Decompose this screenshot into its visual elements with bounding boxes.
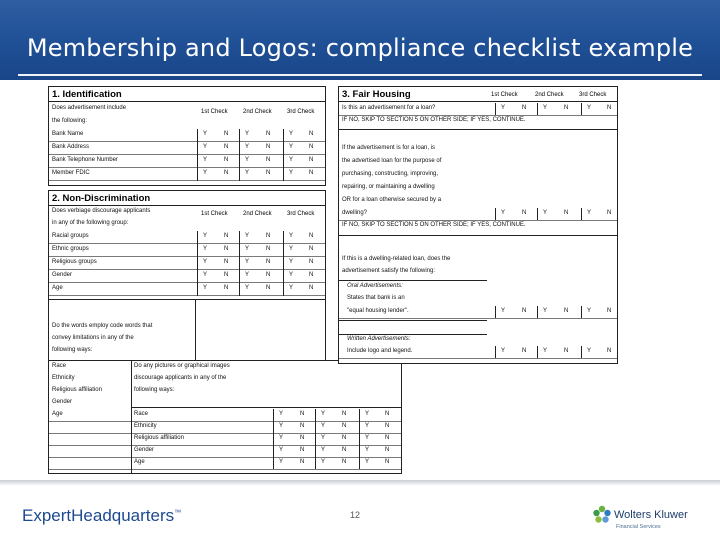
nd-yn-grid-cell: Y [245,285,250,291]
slide-title: Membership and Logos: compliance checklist example [26,34,694,62]
nd-images-yn-grid-cell: N [300,459,305,465]
id-row-bank-address: Bank Address [52,144,90,150]
nd-yn-grid-cell: Y [245,272,250,278]
identification-yn-grid-cell: N [309,170,314,176]
nd-images-yn-grid-cell: Y [321,459,326,465]
fair-housing-section [338,86,618,364]
identification-yn-grid-cell: Y [203,131,208,137]
nd-row-ethnic: Ethnic groups [52,246,89,252]
nd-images-yn-grid-cell: N [342,423,347,429]
checklist-document [48,80,618,480]
fh-q1: Is this an advertisement for a loan? [342,105,436,111]
fh-q1-note: IF NO, SKIP TO SECTION 5 ON OTHER SIDE; IF YES, CONTINUE. [342,117,526,123]
nd-yn-grid-cell: N [309,233,314,239]
nd-images-yn-grid-cell: N [342,411,347,417]
fh-q2-line-5: OR for a loan otherwise secured by a [342,197,442,203]
fh-q2-yn-cell: Y [501,210,506,216]
identification-yn-grid-cell: Y [289,144,294,150]
nd-images-yn-grid-cell: N [300,435,305,441]
non-discrimination-title: 2. Non-Discrimination [52,193,151,204]
fh-q2-line-4: repairing, or maintaining a dwelling [342,184,435,190]
identification-yn-grid-cell: Y [289,170,294,176]
nd-yn-grid-cell: Y [289,233,294,239]
nd-images-yn-grid-cell: Y [321,411,326,417]
fh-q2-line-1: If the advertisement is for a loan, is [342,145,436,151]
fair-housing-title: 3. Fair Housing [342,89,411,100]
nd-yn-grid-cell: Y [203,272,208,278]
fh-q1-yn-cell: N [522,105,527,111]
fh-check-header-2: 2nd Check [535,92,564,98]
fh-written-yn-cell: Y [543,348,548,354]
id-row-member-fdic: Member FDIC [52,170,90,176]
nd-images-yn-grid-cell: Y [279,459,284,465]
nd-row-racial: Racial groups [52,233,89,239]
nd-yn-grid-cell: N [309,259,314,265]
nd-images-row-race: Race [134,411,149,417]
nd-words-row-race: Race [52,363,67,369]
nd-images-yn-grid-cell: Y [279,411,284,417]
nd-yn-grid-cell: N [309,272,314,278]
nd-yn-grid-cell: Y [289,259,294,265]
nd-yn-grid-cell: Y [289,272,294,278]
id-row-bank-name: Bank Name [52,131,84,137]
fh-q1-yn-cell: N [607,105,612,111]
nd-images-yn-grid-cell: Y [279,423,284,429]
nd-yn-grid-cell: N [266,285,271,291]
wolters-kluwer-sub: Financial Services [616,524,661,530]
nd-question-2: in any of the following group: [52,220,129,226]
fh-oral-yn-cell: N [522,308,527,314]
nd-images-yn-grid-cell: Y [321,435,326,441]
nd-images-yn-grid-cell: Y [279,435,284,441]
fh-q2-line-3: purchasing, constructing, improving, [342,171,439,177]
nd-images-yn-grid-cell: N [385,459,390,465]
identification-yn-grid-cell: Y [203,144,208,150]
nd-check-header-1: 1st Check [201,211,228,217]
nd-yn-grid-cell: Y [203,233,208,239]
nd-images-yn-grid-cell: N [300,423,305,429]
nd-yn-grid-cell: Y [203,246,208,252]
fh-written-yn-cell: Y [587,348,592,354]
fh-oral-yn-cell: Y [501,308,506,314]
nd-images-row-age: Age [134,459,145,465]
nd-images-row-religious: Religious affiliation [134,435,184,441]
fh-oral-title: Oral Advertisements: [347,283,403,289]
identification-yn-grid-cell: N [266,131,271,137]
expertheadquarters-logo [22,506,181,526]
nd-images-yn-grid-cell: Y [365,435,370,441]
identification-yn-grid-cell: Y [203,157,208,163]
nd-yn-grid-cell: N [266,272,271,278]
identification-yn-grid-cell: Y [245,157,250,163]
nd-yn-grid-cell: Y [203,259,208,265]
expertheadquarters-logo-text: ExpertHeadquarters [22,506,175,525]
nd-images-yn-grid-cell: Y [365,411,370,417]
nd-images-yn-grid-cell: N [342,435,347,441]
identification-question-2: the following: [52,118,88,124]
nd-row-religious: Religious groups [52,259,97,265]
nd-images-yn-grid-cell: Y [321,447,326,453]
fh-oral-yn-cell: N [564,308,569,314]
nd-yn-grid-cell: Y [203,285,208,291]
identification-yn-grid-cell: N [266,157,271,163]
nd-check-header-2: 2nd Check [243,211,272,217]
nd-yn-grid-cell: Y [289,246,294,252]
page-number: 12 [350,510,361,520]
fh-check-header-1: 1st Check [491,92,518,98]
nd-yn-grid-cell: N [224,233,229,239]
fh-check-header-3: 3rd Check [579,92,607,98]
nd-row-gender: Gender [52,272,73,278]
nd-question: Does verbiage discourage applicants [52,208,151,214]
nd-yn-grid-cell: N [224,246,229,252]
nd-check-header-3: 3rd Check [287,211,315,217]
non-discrimination-continued [48,360,402,474]
identification-yn-grid-cell: Y [289,157,294,163]
nd-images-yn-grid-cell: Y [279,447,284,453]
nd-images-yn-grid-cell: N [342,447,347,453]
fh-q1-yn-cell: N [564,105,569,111]
nd-yn-grid-cell: N [224,285,229,291]
nd-images-row-gender: Gender [134,447,155,453]
identification-yn-grid-cell: N [224,157,229,163]
nd-images-yn-grid-cell: N [342,459,347,465]
identification-yn-grid-cell: N [309,157,314,163]
fh-q2-yn-cell: Y [587,210,592,216]
check-header-3: 3rd Check [287,109,315,115]
nd-row-age: Age [52,285,63,291]
identification-yn-grid-cell: N [224,170,229,176]
nd-images-yn-grid-cell: N [385,447,390,453]
fh-q1-yn-cell: Y [501,105,506,111]
fh-q2-line-6: dwelling? [342,210,368,216]
nd-yn-grid-cell: N [266,246,271,252]
fh-written-yn-cell: N [607,348,612,354]
wolters-kluwer-logo-icon [592,505,612,525]
fh-q3-line-2: advertisement satisfy the following: [342,268,436,274]
identification-yn-grid-cell: N [224,131,229,137]
fh-written-line-1: Include logo and legend. [347,348,413,354]
nd-yn-grid-cell: Y [289,285,294,291]
identification-yn-grid-cell: N [266,144,271,150]
header-rule [18,74,702,76]
wolters-kluwer-name: Wolters Kluwer [614,509,688,521]
fh-q2-yn-cell: Y [543,210,548,216]
nd-yn-grid-cell: N [309,246,314,252]
fh-written-title: Written Advertisements: [347,336,411,342]
identification-section [48,86,326,186]
nd-images-yn-grid-cell: Y [321,423,326,429]
nd-words-question-2: convey limitations in any of the [52,335,134,341]
non-discrimination-section [48,190,326,362]
nd-yn-grid-cell: N [224,272,229,278]
fh-written-yn-cell: Y [501,348,506,354]
fh-q2-line-2: the advertised loan for the purpose of [342,158,442,164]
nd-words-row-age: Age [52,411,63,417]
nd-images-question: Do any pictures or graphical images [134,363,230,369]
fh-oral-line-2: "equal housing lender". [347,308,409,314]
fh-oral-line-1: States that bank is an [347,295,405,301]
nd-images-yn-grid-cell: N [385,423,390,429]
trademark-mark: ™ [174,509,182,517]
fh-q1-yn-cell: Y [587,105,592,111]
identification-yn-grid-cell: Y [203,170,208,176]
fh-oral-yn-cell: Y [543,308,548,314]
nd-yn-grid-cell: N [266,259,271,265]
slide-header [0,0,720,80]
identification-yn-grid-cell: N [309,131,314,137]
nd-yn-grid-cell: Y [245,259,250,265]
nd-images-yn-grid-cell: N [385,435,390,441]
fh-q2-yn-cell: N [564,210,569,216]
nd-words-row-gender: Gender [52,399,73,405]
nd-images-row-ethnicity: Ethnicity [134,423,157,429]
identification-yn-grid-cell: N [309,144,314,150]
fh-q1-yn-cell: Y [543,105,548,111]
nd-images-yn-grid-cell: Y [365,447,370,453]
id-row-bank-phone: Bank Telephone Number [52,157,118,163]
nd-yn-grid-cell: N [224,259,229,265]
check-header-1: 1st Check [201,109,228,115]
slide-footer [0,480,720,540]
nd-words-question: Do the words employ code words that [52,323,153,329]
fh-q2-yn-cell: N [522,210,527,216]
nd-images-yn-grid-cell: N [300,447,305,453]
fh-q2-note: IF NO, SKIP TO SECTION 5 ON OTHER SIDE; IF YES, CONTINUE. [342,222,526,228]
nd-yn-grid-cell: Y [245,233,250,239]
identification-yn-grid-cell: N [266,170,271,176]
nd-yn-grid-cell: N [309,285,314,291]
nd-images-yn-grid-cell: Y [365,423,370,429]
nd-images-yn-grid-cell: Y [365,459,370,465]
identification-yn-grid-cell: Y [245,144,250,150]
nd-images-yn-grid-cell: N [300,411,305,417]
identification-title: 1. Identification [52,89,122,100]
fh-q3-line-1: If this is a dwelling-related loan, does the [342,256,451,262]
nd-images-question-3: following ways: [134,387,175,393]
nd-words-row-religious: Religious affiliation [52,387,102,393]
identification-yn-grid-cell: N [224,144,229,150]
fh-q2-yn-cell: N [607,210,612,216]
nd-yn-grid-cell: Y [245,246,250,252]
nd-words-question-3: following ways: [52,347,93,353]
identification-yn-grid-cell: Y [245,131,250,137]
nd-images-question-2: discourage applicants in any of the [134,375,227,381]
identification-yn-grid-cell: Y [245,170,250,176]
fh-written-yn-cell: N [564,348,569,354]
fh-written-yn-cell: N [522,348,527,354]
nd-yn-grid-cell: N [266,233,271,239]
nd-images-yn-grid-cell: N [385,411,390,417]
footer-band [0,480,720,486]
identification-yn-grid-cell: Y [289,131,294,137]
fh-oral-yn-cell: N [607,308,612,314]
identification-question: Does advertisement include [52,105,127,111]
check-header-2: 2nd Check [243,109,272,115]
fh-oral-yn-cell: Y [587,308,592,314]
nd-words-row-ethnicity: Ethnicity [52,375,75,381]
